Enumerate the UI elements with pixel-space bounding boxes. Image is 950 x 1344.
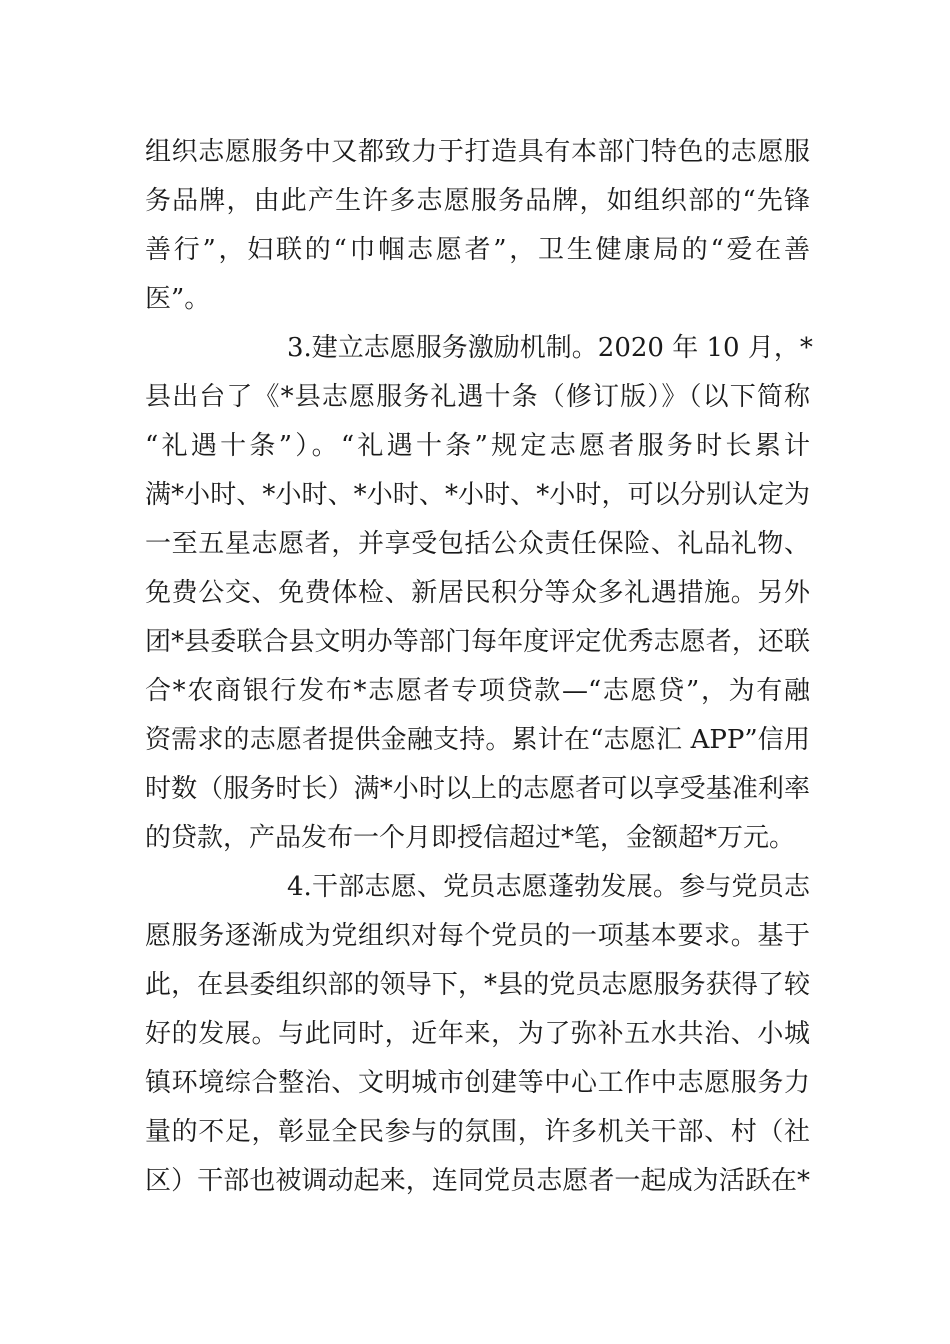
text-line-7: “礼遇十条”）。“礼遇十条”规定志愿者服务时长累计 <box>145 431 810 461</box>
text-line-9: 一至五星志愿者，并享受包括公众责任保险、礼品礼物、 <box>145 529 810 559</box>
text-line-15: 的贷款，产品发布一个月即授信超过*笔，金额超*万元。 <box>145 823 796 853</box>
text-line-5-heading-3: 3.建立志愿服务激励机制。2020 年 10 月，* <box>287 333 813 363</box>
text-line-22: 区）干部也被调动起来，连同党员志愿者一起成为活跃在* <box>145 1166 810 1196</box>
text-line-14: 时数（服务时长）满*小时以上的志愿者可以享受基准利率 <box>145 774 810 804</box>
text-line-2: 务品牌，由此产生许多志愿服务品牌，如组织部的“先锋 <box>145 186 810 216</box>
text-line-21: 量的不足，彰显全民参与的氛围，许多机关干部、村（社 <box>145 1117 810 1147</box>
text-line-16-heading-4: 4.干部志愿、党员志愿蓬勃发展。参与党员志 <box>287 872 810 902</box>
text-line-4: 医”。 <box>145 284 211 314</box>
text-line-17: 愿服务逐渐成为党组织对每个党员的一项基本要求。基于 <box>145 921 810 951</box>
body-text <box>145 128 813 1206</box>
text-line-19: 好的发展。与此同时，近年来，为了弥补五水共治、小城 <box>145 1019 810 1049</box>
text-line-1: 组织志愿服务中又都致力于打造具有本部门特色的志愿服 <box>145 137 810 167</box>
text-line-8: 满*小时、*小时、*小时、*小时、*小时，可以分别认定为 <box>145 480 810 510</box>
text-line-10: 免费公交、免费体检、新居民积分等众多礼遇措施。另外 <box>145 578 810 608</box>
text-line-11: 团*县委联合县文明办等部门每年度评定优秀志愿者，还联 <box>145 627 810 657</box>
text-line-20: 镇环境综合整治、文明城市创建等中心工作中志愿服务力 <box>145 1068 810 1098</box>
text-line-12: 合*农商银行发布*志愿者专项贷款—“志愿贷”，为有融 <box>145 676 810 706</box>
text-line-13: 资需求的志愿者提供金融支持。累计在“志愿汇 APP”信用 <box>145 725 810 755</box>
text-line-6: 县出台了《*县志愿服务礼遇十条（修订版）》（以下简称 <box>145 382 810 412</box>
text-line-18: 此，在县委组织部的领导下，*县的党员志愿服务获得了较 <box>145 970 810 1000</box>
text-line-3: 善行”，妇联的“巾帼志愿者”，卫生健康局的“爱在善 <box>145 235 810 265</box>
